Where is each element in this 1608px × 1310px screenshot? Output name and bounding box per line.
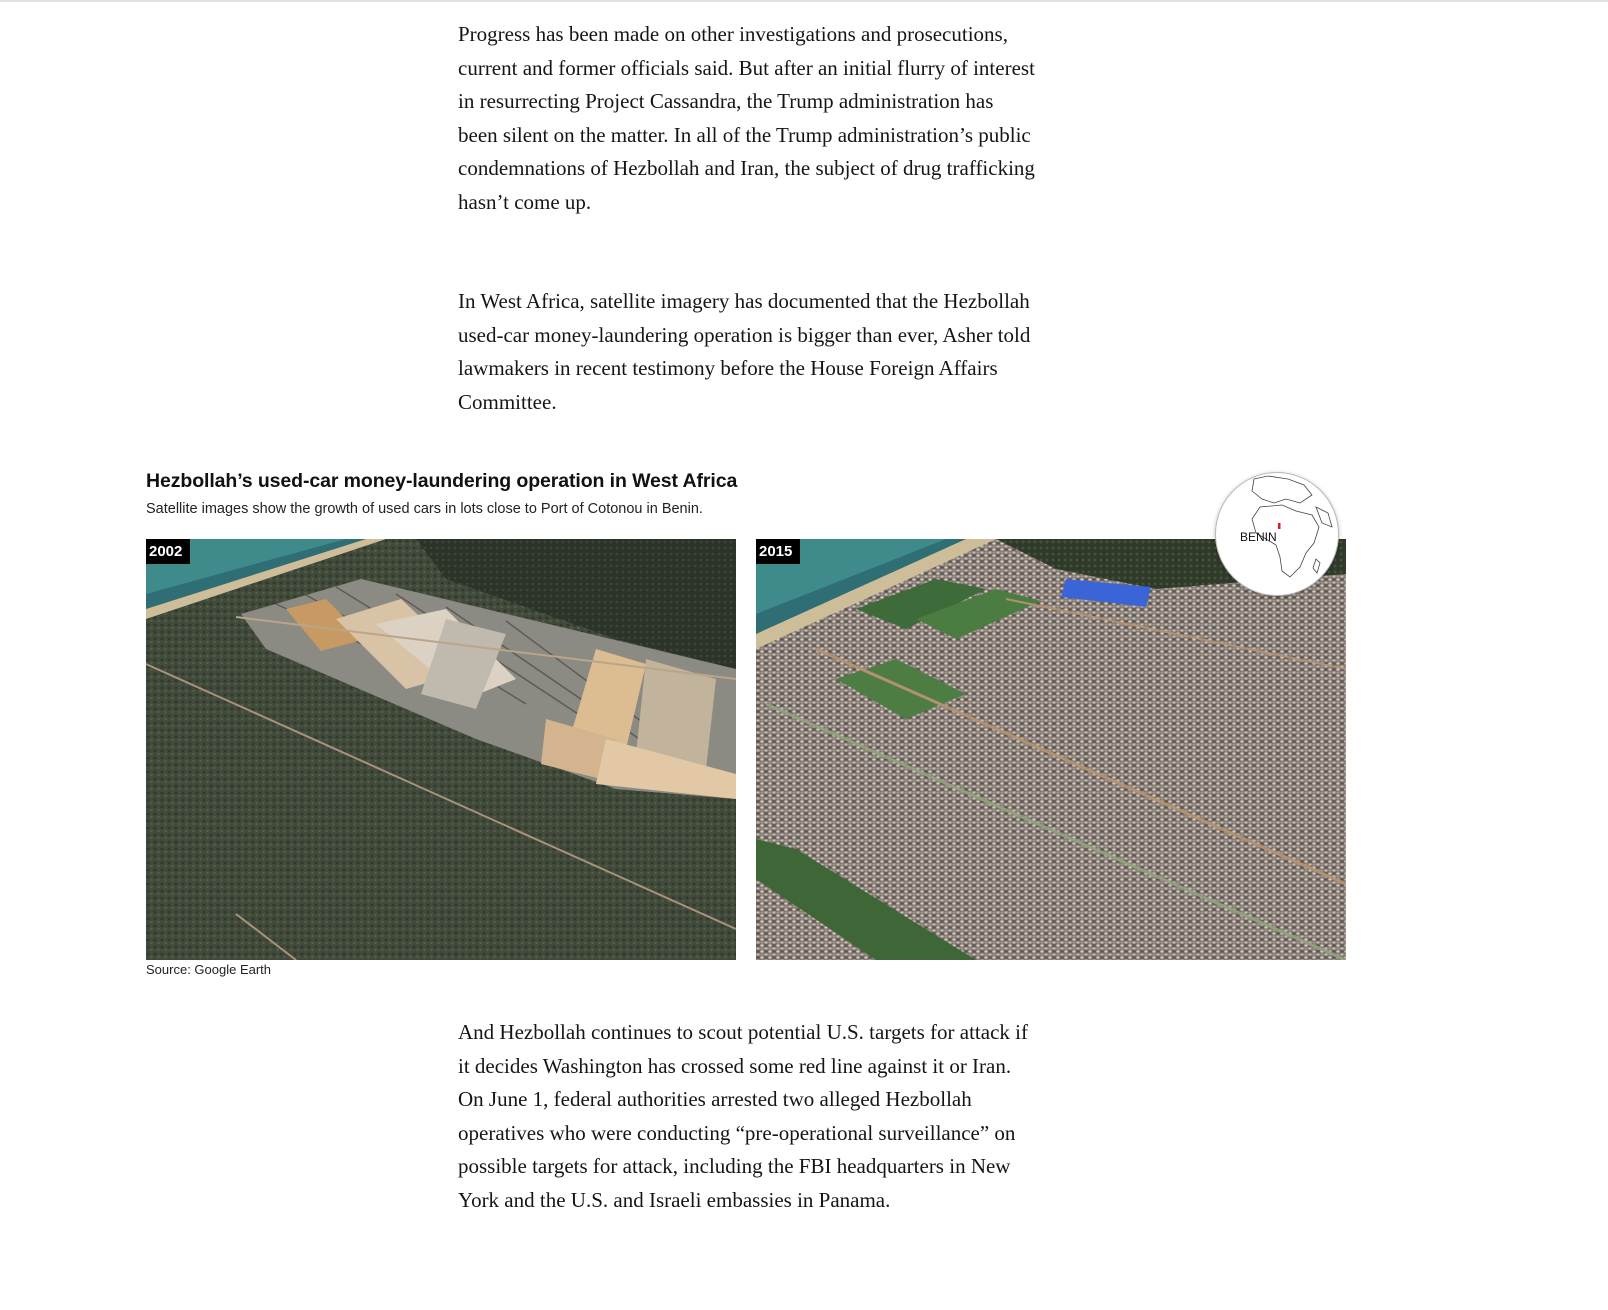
graphic-subtitle: Satellite images show the growth of used cars in lots close to Port of Cotonou in Benin.: [146, 501, 703, 517]
article-paragraph: Progress has been made on other investigations and prosecutions, current and former officials said. But after an initial flurry of interest in resurrecting Project Cassandra, the Trump administration has been silent on the matter. In all of the Trump administration’s public condemnations of Hezbollah and Iran, the subject of drug trafficking hasn’t come up.: [458, 22, 1035, 214]
locator-globe: [1215, 472, 1339, 596]
top-divider: [0, 0, 1608, 2]
satellite-image-2002: [146, 539, 736, 960]
satellite-image-2015: [756, 539, 1346, 960]
graphic-source: Source: Google Earth: [146, 962, 272, 977]
year-label: 2002: [146, 539, 190, 564]
article-paragraph: In West Africa, satellite imagery has documented that the Hezbollah used-car money-laundering operation is bigger than ever, Asher told lawmakers in recent testimony before the House Foreign Affairs Committee.: [458, 289, 1031, 414]
locator-label: BENIN: [1240, 530, 1277, 544]
graphic-title: Hezbollah’s used-car money-laundering operation in West Africa: [146, 470, 738, 492]
year-label: 2015: [756, 539, 800, 564]
benin-marker: [1278, 523, 1281, 529]
article-paragraph: And Hezbollah continues to scout potential U.S. targets for attack if it decides Washington has crossed some red line against it or Iran. On June 1, federal authorities arrested two alleged Hezbollah operatives who were conducting “pre-operational surveillance” on possible targets for attack, including the FBI headquarters in New York and the U.S. and Israeli embassies in Panama.: [458, 1020, 1028, 1212]
